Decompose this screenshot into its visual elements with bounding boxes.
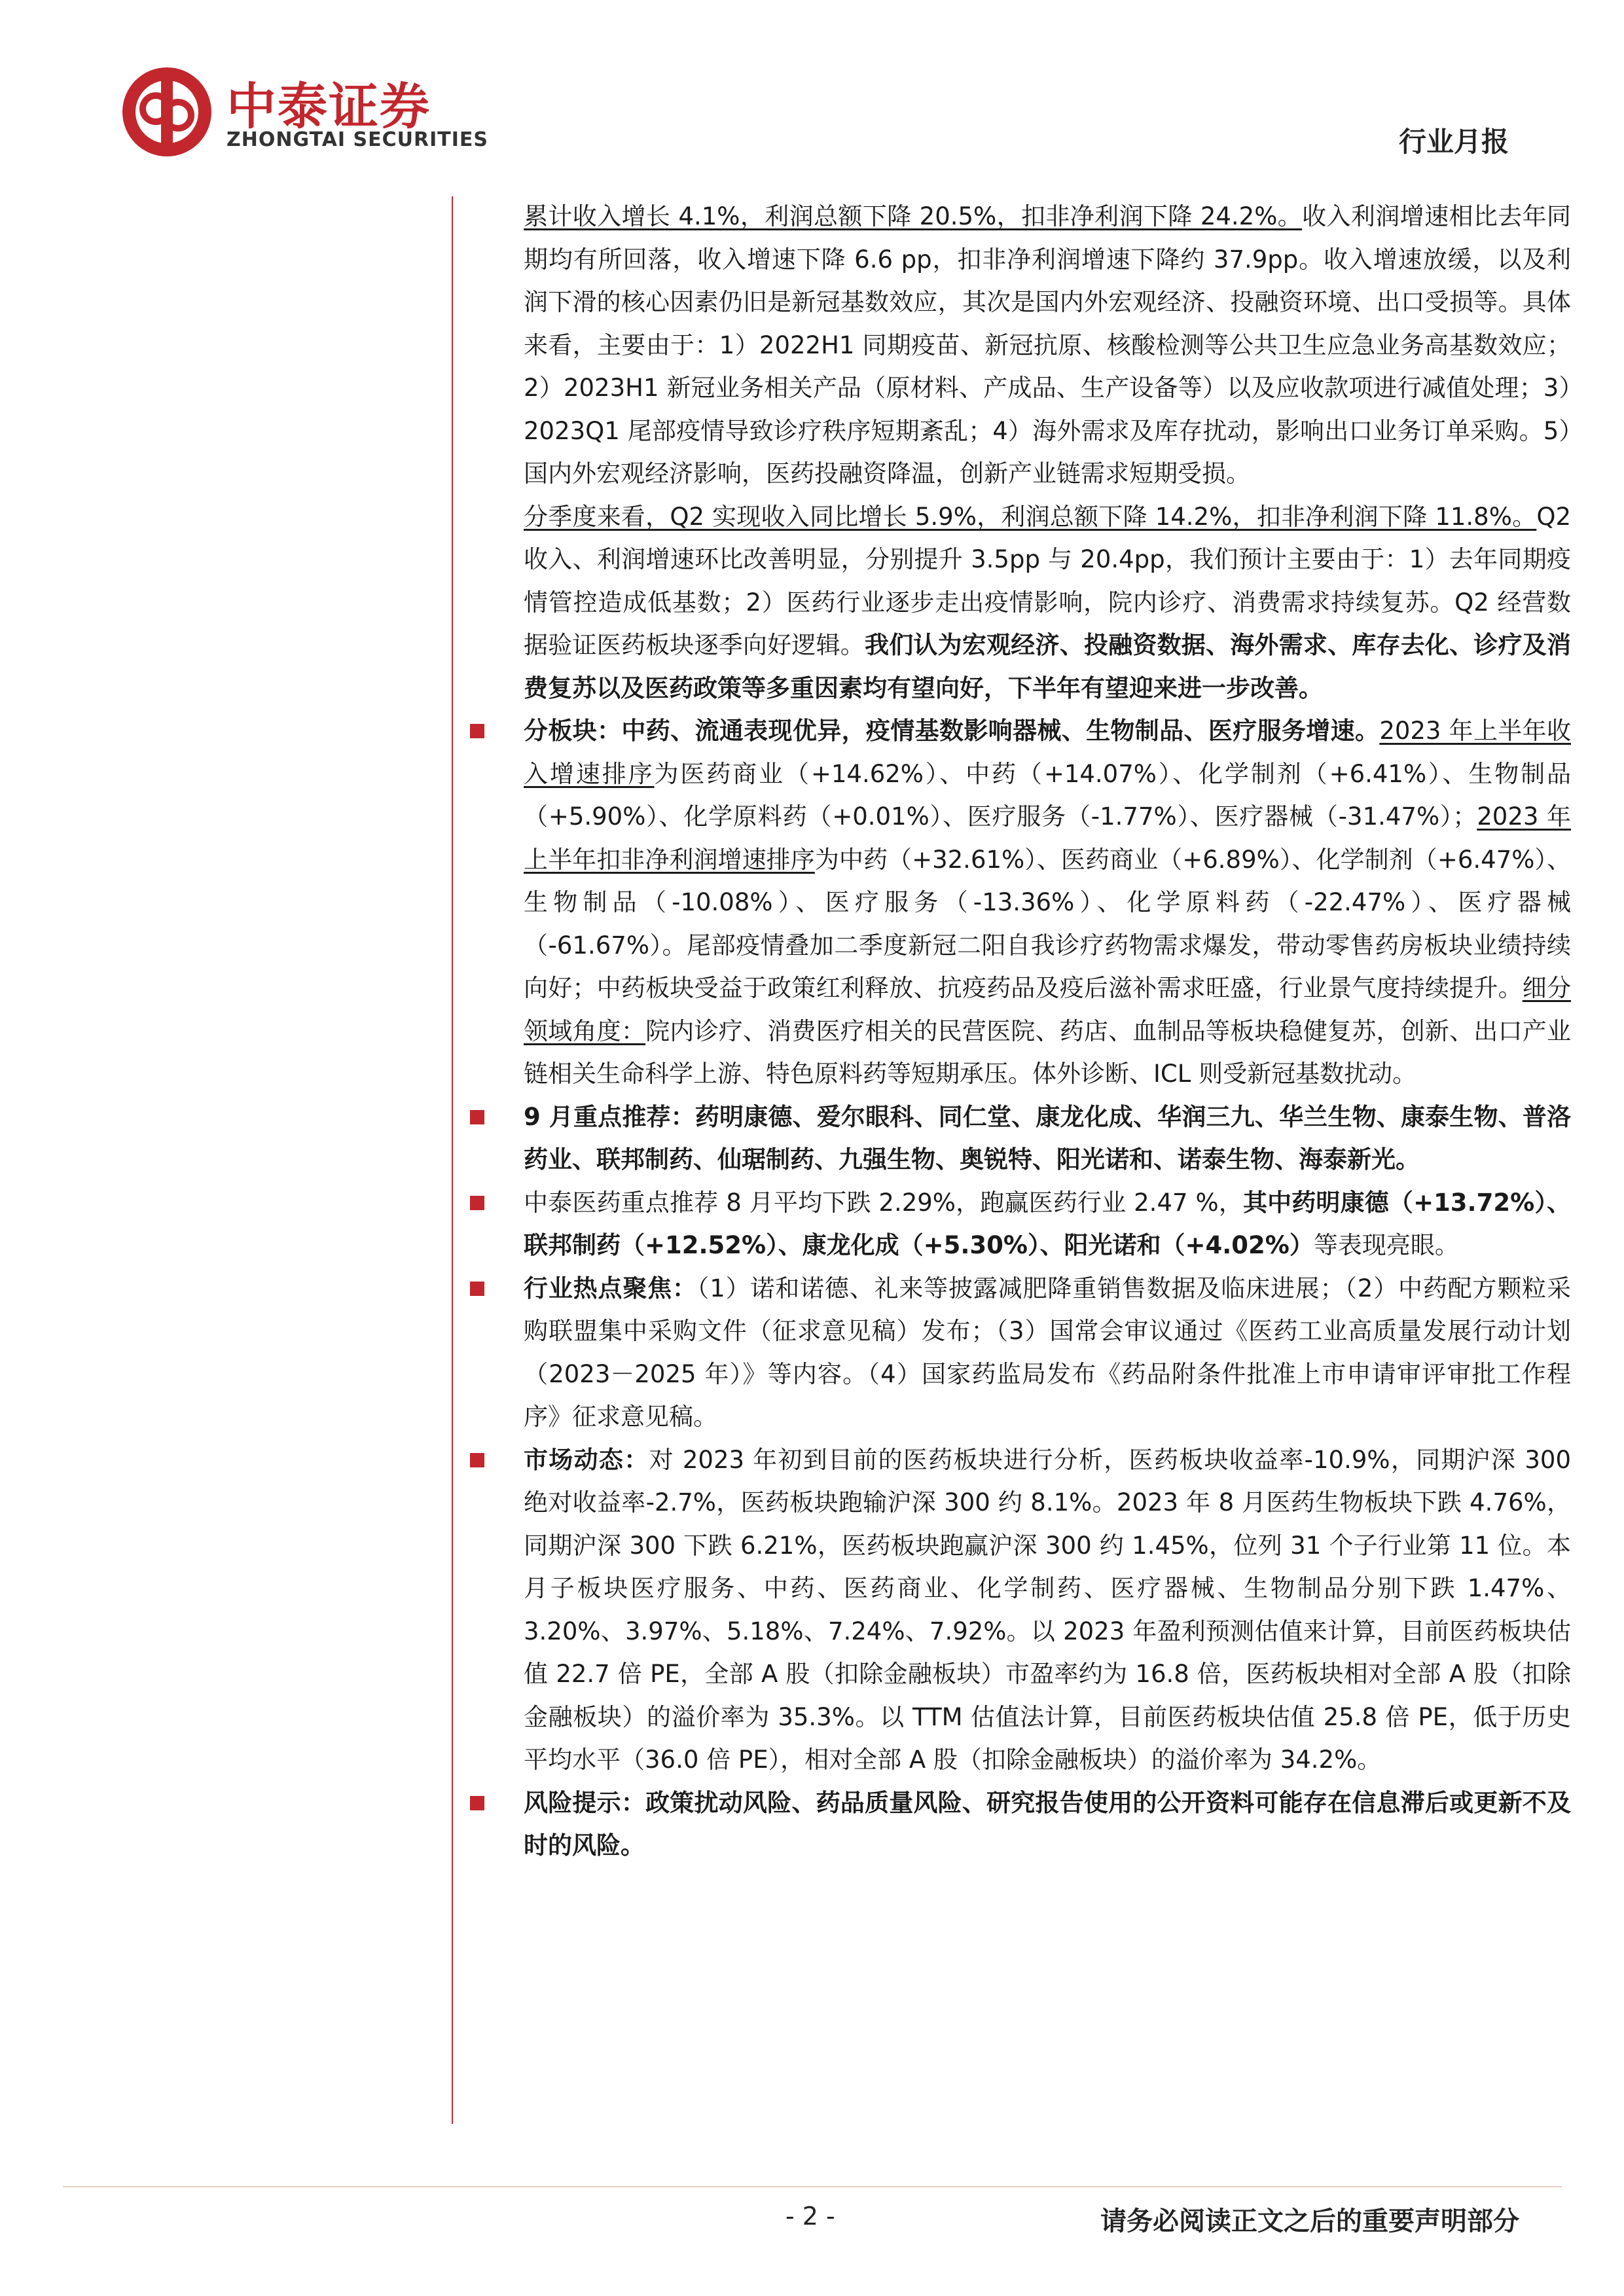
market-lead: 市场动态：: [524, 1445, 649, 1474]
disclaimer-note: 请务必阅读正文之后的重要声明部分: [1100, 2206, 1519, 2236]
hotspots-text: （1）诺和诺德、礼来等披露减肥降重销售数据及临床进展；（2）中药配方颗粒采购联盟集中采购文件（征求意见稿）发布；（3）国常会审议通过《医药工业高质量发展行动计划（2023－2025 年）》等内容。（4）国家药监局发布《药品附条件批准上市申请审评审批工作程序》征求意见稿。: [524, 1274, 1571, 1431]
subsector-label: 细分领域角度：: [524, 974, 1572, 1045]
risk-text: 风险提示：政策扰动风险、药品质量风险、研究报告使用的公开资料可能存在信息滞后或更新不及时的风险。: [524, 1788, 1571, 1859]
bullet-square-icon: [470, 1282, 484, 1296]
performance-leaders: 其中药明康德（+13.72%）、联邦制药（+12.52%）、康龙化成（+5.30%）、阳光诺和（+4.02%）: [524, 1188, 1571, 1259]
bullet-square-icon: [470, 1796, 484, 1810]
quarterly-conclusion: 我们认为宏观经济、投融资数据、海外需求、库存去化、诊疗及消费复苏以及医药政策等多重因素均有望向好，下半年有望迎来进一步改善。: [524, 631, 1571, 702]
revenue-ranking-label: 2023 年上半年收入增速排序: [524, 717, 1571, 788]
performance-summary: 中泰医药重点推荐 8 月平均下跌 2.29%，跑赢医药行业 2.47 %，: [524, 1188, 1243, 1217]
subsector-text: 院内诊疗、消费医疗相关的民营医院、药店、血制品等板块稳健复苏，创新、出口产业链相关生命科学上游、特色原料药等短期承压。体外诊断、ICL 则受新冠基数扰动。: [524, 1016, 1572, 1088]
logo-english-name: ZHONGTAI SECURITIES: [226, 128, 488, 151]
intro-text: 收入利润增速相比去年同期均有所回落，收入增速下降 6.6 pp，扣非净利润增速下降约 37.9pp。收入增速放缓，以及利润下滑的核心因素仍旧是新冠基数效应，其次是国内外宏观经济、投融资环境、出口受损等。具体来看，主要由于：1）2022H1 同期疫苗、新冠抗原、核酸检测等公共卫生应急业务高基数效应；2）2023H1 新冠业务相关产品（原材料、产成品、生产设备等）以及应收款项进行减值处理；3）2023Q1 尾部疫情导致诊疗秩序短期紊乱；4）海外需求及库存扰动，影响出口业务订单采购。5）国内外宏观经济影响，医药投融资降温，创新产业链需求短期受损。: [524, 202, 1571, 488]
sector-lead: 分板块：中药、流通表现优异，疫情基数影响器械、生物制品、医疗服务增速。: [524, 717, 1380, 745]
quarterly-highlight: 分季度来看，Q2 实现收入同比增长 5.9%，利润总额下降 14.2%，扣非净利润下降 11.8%。: [524, 502, 1537, 531]
document-type: 行业月报: [1398, 126, 1509, 158]
footer-divider: [63, 2186, 1562, 2187]
picks-bullet: [524, 1096, 1571, 1181]
intro-highlight: 累计收入增长 4.1%，利润总额下降 20.5%，扣非净利润下降 24.2%。: [524, 202, 1303, 230]
profit-ranking-label: 2023 年上半年扣非净利润增速排序: [524, 802, 1571, 874]
market-text: 对 2023 年初到目前的医药板块进行分析，医药板块收益率-10.9%，同期沪深 300 绝对收益率-2.7%，医药板块跑输沪深 300 约 8.1%。2023 年 8 月医药生物板块下跌 4.76%，同期沪深 300 下跌 6.21%，医药板块跑赢沪深 300 约 1.45%，位列 31 个子行业第 11 位。本月子板块医疗服务、中药、医药商业、化学制药、医疗器械、生物制品分别下跌 1.47%、3.20%、3.97%、5.18%、7.24%、7.92%。以 2023 年盈利预测估值来计算，目前医药板块估值 22.7 倍 PE，全部 A 股（扣除金融板块）市盈率约为 16.8 倍，医药板块相对全部 A 股（扣除金融板块）的溢价率为 35.3%。以 TTM 估值法计算，目前医药板块估值 25.8 倍 PE，低于历史平均水平（36.0 倍 PE），相对全部 A 股（扣除金融板块）的溢价率为 34.2%。: [524, 1445, 1571, 1774]
bullet-square-icon: [470, 1196, 484, 1210]
bullet-square-icon: [470, 1110, 484, 1124]
zhongtai-logo-icon: [118, 63, 216, 161]
bullet-square-icon: [470, 724, 484, 738]
market-bullet: [524, 1439, 1571, 1782]
intro-paragraph: [524, 195, 1571, 495]
risk-bullet: [524, 1782, 1571, 1867]
quarterly-text: Q2 收入、利润增速环比改善明显，分别提升 3.5pp 与 20.4pp，我们预计主要由于：1）去年同期疫情管控造成低基数；2）医药行业逐步走出疫情影响，院内诊疗、消费需求持续复苏。Q2 经营数据验证医药板块逐季向好逻辑。: [524, 502, 1571, 659]
company-logo: [118, 63, 488, 161]
picks-text: 9 月重点推荐：药明康德、爱尔眼科、同仁堂、康龙化成、华润三九、华兰生物、康泰生物、普洛药业、联邦制药、仙琚制药、九强生物、奥锐特、阳光诺和、诺泰生物、海泰新光。: [524, 1102, 1571, 1174]
performance-tail: 等表现亮眼。: [1313, 1231, 1459, 1259]
quarterly-paragraph: [524, 495, 1571, 710]
sector-bullet: [524, 709, 1571, 1096]
report-body: [524, 195, 1571, 1867]
page-number: - 2 -: [785, 2202, 835, 2231]
hotspots-lead: 行业热点聚焦：: [524, 1274, 697, 1302]
margin-rule: [452, 196, 453, 2124]
hotspots-bullet: [524, 1267, 1571, 1439]
performance-bullet: [524, 1181, 1571, 1267]
logo-chinese-name: 中泰证券: [226, 77, 431, 135]
profit-ranking-text: 为中药（+32.61%）、医药商业（+6.89%）、化学制剂（+6.47%）、生物制品（-10.08%）、医疗服务（-13.36%）、化学原料药（-22.47%）、医疗器械（-61.67%）。尾部疫情叠加二季度新冠二阳自我诊疗药物需求爆发，带动零售药房板块业绩持续向好；中药板块受益于政策红利释放、抗疫药品及疫后滋补需求旺盛，行业景气度持续提升。: [524, 845, 1571, 1002]
revenue-ranking-text: 为医药商业（+14.62%）、中药（+14.07%）、化学制剂（+6.41%）、生物制品（+5.90%）、化学原料药（+0.01%）、医疗服务（-1.77%）、医疗器械（-31.47%）；: [524, 759, 1571, 831]
bullet-square-icon: [470, 1453, 484, 1467]
